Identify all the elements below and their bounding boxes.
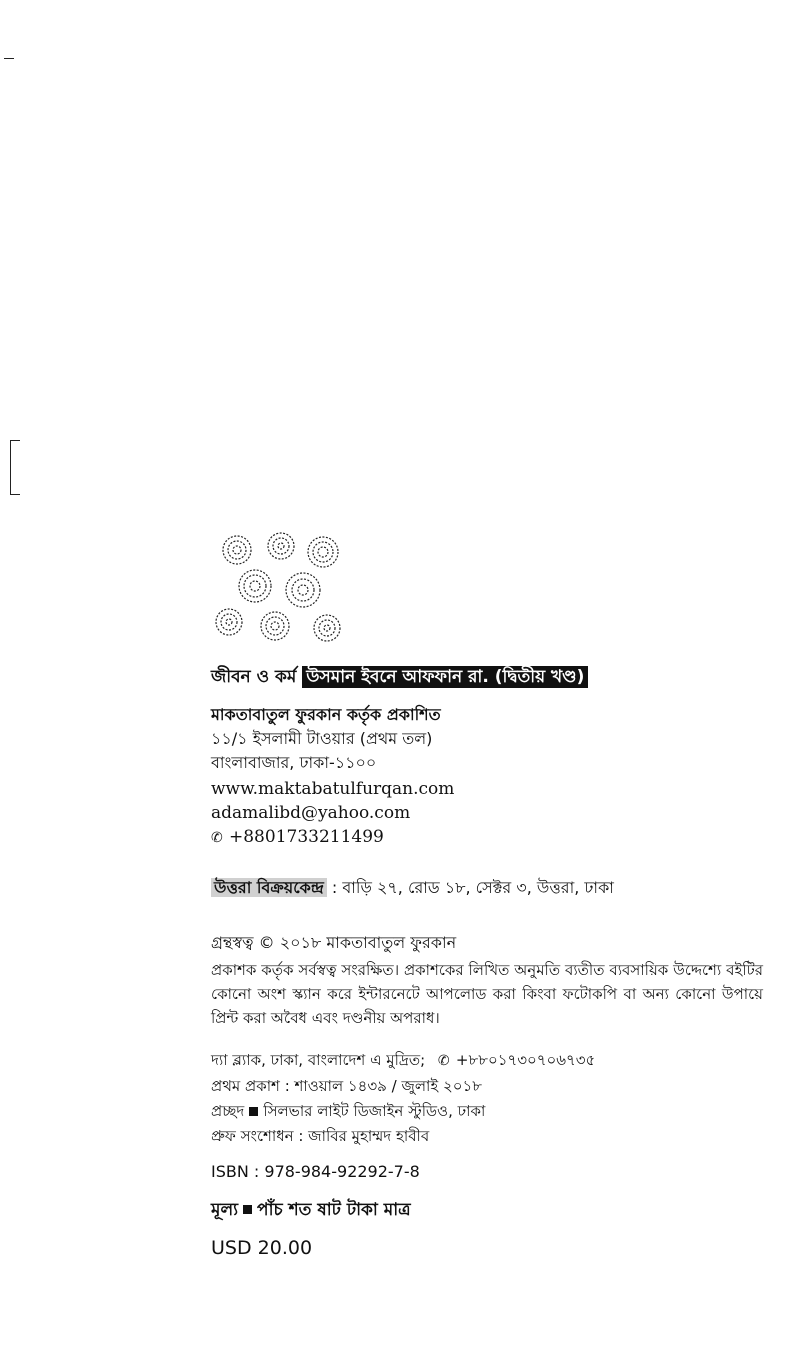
cover-label: প্রচ্ছদ	[211, 1102, 245, 1120]
publisher-website[interactable]: www.maktabatulfurqan.com	[211, 779, 455, 799]
square-bullet-icon	[249, 1107, 258, 1116]
price-line	[211, 1200, 411, 1220]
cover-line	[211, 1101, 485, 1121]
publisher-phone: +8801733211499	[229, 827, 384, 847]
printer-name: দ্যা ব্ল্যাক, ঢাকা, বাংলাদেশ এ মুদ্রিত;	[211, 1051, 426, 1069]
copyright-line: গ্রন্থস্বত্ব © ২০১৮ মাকতাবাতুল ফুরকান	[211, 933, 457, 952]
publisher-phone-line	[211, 827, 384, 848]
phone-icon: ✆	[211, 830, 223, 846]
isbn: ISBN : 978-984-92292-7-8	[211, 1162, 420, 1181]
printer-phone: +৮৮০১৭৩০৭০৬৭৩৫	[455, 1051, 596, 1069]
price-value: পাঁচ শত ষাট টাকা মাত্র	[257, 1200, 411, 1220]
scan-edge-mark	[4, 58, 14, 59]
first-edition: প্রথম প্রকাশ : শাওয়াল ১৪৩৯ / জুলাই ২০১৮	[211, 1077, 482, 1095]
publisher-line: মাকতাবাতুল ফুরকান কর্তৃক প্রকাশিত	[211, 705, 441, 724]
publisher-email[interactable]: adamalibd@yahoo.com	[211, 803, 411, 823]
swirl-pattern-logo	[215, 530, 345, 642]
book-title	[211, 667, 588, 687]
printer-line	[211, 1050, 595, 1071]
square-bullet-icon	[243, 1205, 252, 1214]
price-usd: USD 20.00	[211, 1237, 313, 1259]
proof-line: প্রুফ সংশোধন : জাবির মুহাম্মদ হাবীব	[211, 1127, 430, 1145]
branch-line	[211, 878, 614, 898]
cover-designer: সিলভার লাইট ডিজাইন স্টুডিও, ঢাকা	[263, 1102, 486, 1120]
scan-edge-bracket-bottom	[10, 494, 20, 495]
scan-edge-bracket	[10, 440, 11, 495]
copyright-notice: প্রকাশক কর্তৃক সর্বস্বত্ব সংরক্ষিত। প্রকাশকের লিখিত অনুমতি ব্যতীত ব্যবসায়িক উদ্দেশ্যে বইটির কোনো অংশ স্ক্যান করে ইন্টারনেটে আপলোড করা কিংবা ফটোকপি বা অন্য কোনো উপায়ে প্রিন্ট করা অবৈধ এবং দণ্ডনীয় অপরাধ।	[211, 961, 763, 1027]
scan-edge-bracket-top	[10, 440, 20, 441]
price-label: মূল্য	[211, 1200, 239, 1220]
title-prefix: জীবন ও কর্ম	[211, 667, 297, 687]
publisher-address-2: বাংলাবাজার, ঢাকা-১১০০	[211, 753, 377, 772]
branch-label: উত্তরা বিক্রয়কেন্দ্র	[211, 878, 327, 897]
phone-icon: ✆	[437, 1053, 450, 1069]
branch-address: : বাড়ি ২৭, রোড ১৮, সেক্টর ৩, উত্তরা, ঢাকা	[326, 878, 614, 897]
title-highlighted: উসমান ইবনে আফফান রা. (দ্বিতীয় খণ্ড)	[302, 666, 588, 688]
publisher-address-1: ১১/১ ইসলামী টাওয়ার (প্রথম তল)	[211, 729, 433, 748]
